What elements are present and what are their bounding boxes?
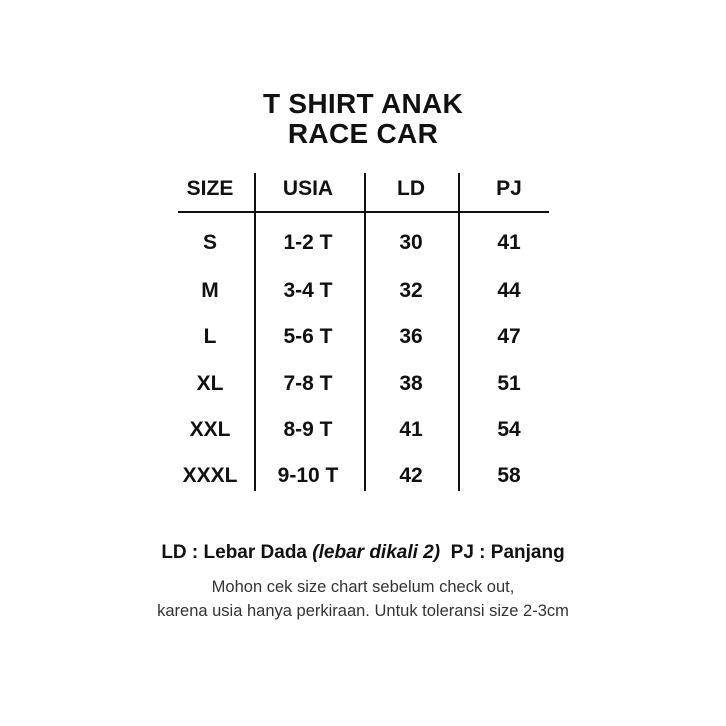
cell-pj: 58 <box>497 464 521 487</box>
cell-ld: 30 <box>399 231 423 254</box>
cell-ld: 38 <box>399 372 423 395</box>
note-line-1: Mohon cek size chart sebelum check out, <box>211 578 515 596</box>
note-line-2: karena usia hanya perkiraan. Untuk toleransi size 2-3cm <box>157 602 569 620</box>
cell-size: M <box>201 279 219 302</box>
cell-usia: 9-10 T <box>277 464 339 487</box>
legend-ld-note: (lebar dikali 2) <box>312 542 441 563</box>
cell-usia: 1-2 T <box>283 231 333 254</box>
cell-usia: 7-8 T <box>283 372 333 395</box>
header-pj: PJ <box>496 177 522 200</box>
cell-size: S <box>202 231 217 254</box>
cell-pj: 54 <box>497 418 521 441</box>
cell-ld: 41 <box>399 418 423 441</box>
cell-pj: 47 <box>497 325 521 348</box>
title-line-2: RACE CAR <box>287 118 439 149</box>
legend <box>0 540 726 566</box>
header-size: SIZE <box>186 177 234 200</box>
cell-ld: 36 <box>399 325 423 348</box>
cell-size: L <box>203 325 217 348</box>
cell-pj: 51 <box>497 372 521 395</box>
cell-pj: 44 <box>497 279 521 302</box>
cell-size: XXXL <box>182 464 238 487</box>
cell-usia: 3-4 T <box>283 279 333 302</box>
cell-usia: 5-6 T <box>283 325 333 348</box>
legend-ld: LD : Lebar Dada <box>161 542 308 563</box>
legend-pj: PJ : Panjang <box>450 542 565 563</box>
cell-pj: 41 <box>497 231 521 254</box>
title-line-1: T SHIRT ANAK <box>262 88 464 119</box>
cell-size: XL <box>196 372 224 395</box>
header-ld: LD <box>397 177 425 200</box>
cell-usia: 8-9 T <box>283 418 333 441</box>
cell-ld: 32 <box>399 279 423 302</box>
cell-ld: 42 <box>399 464 423 487</box>
cell-size: XXL <box>189 418 231 441</box>
header-usia: USIA <box>282 177 334 200</box>
